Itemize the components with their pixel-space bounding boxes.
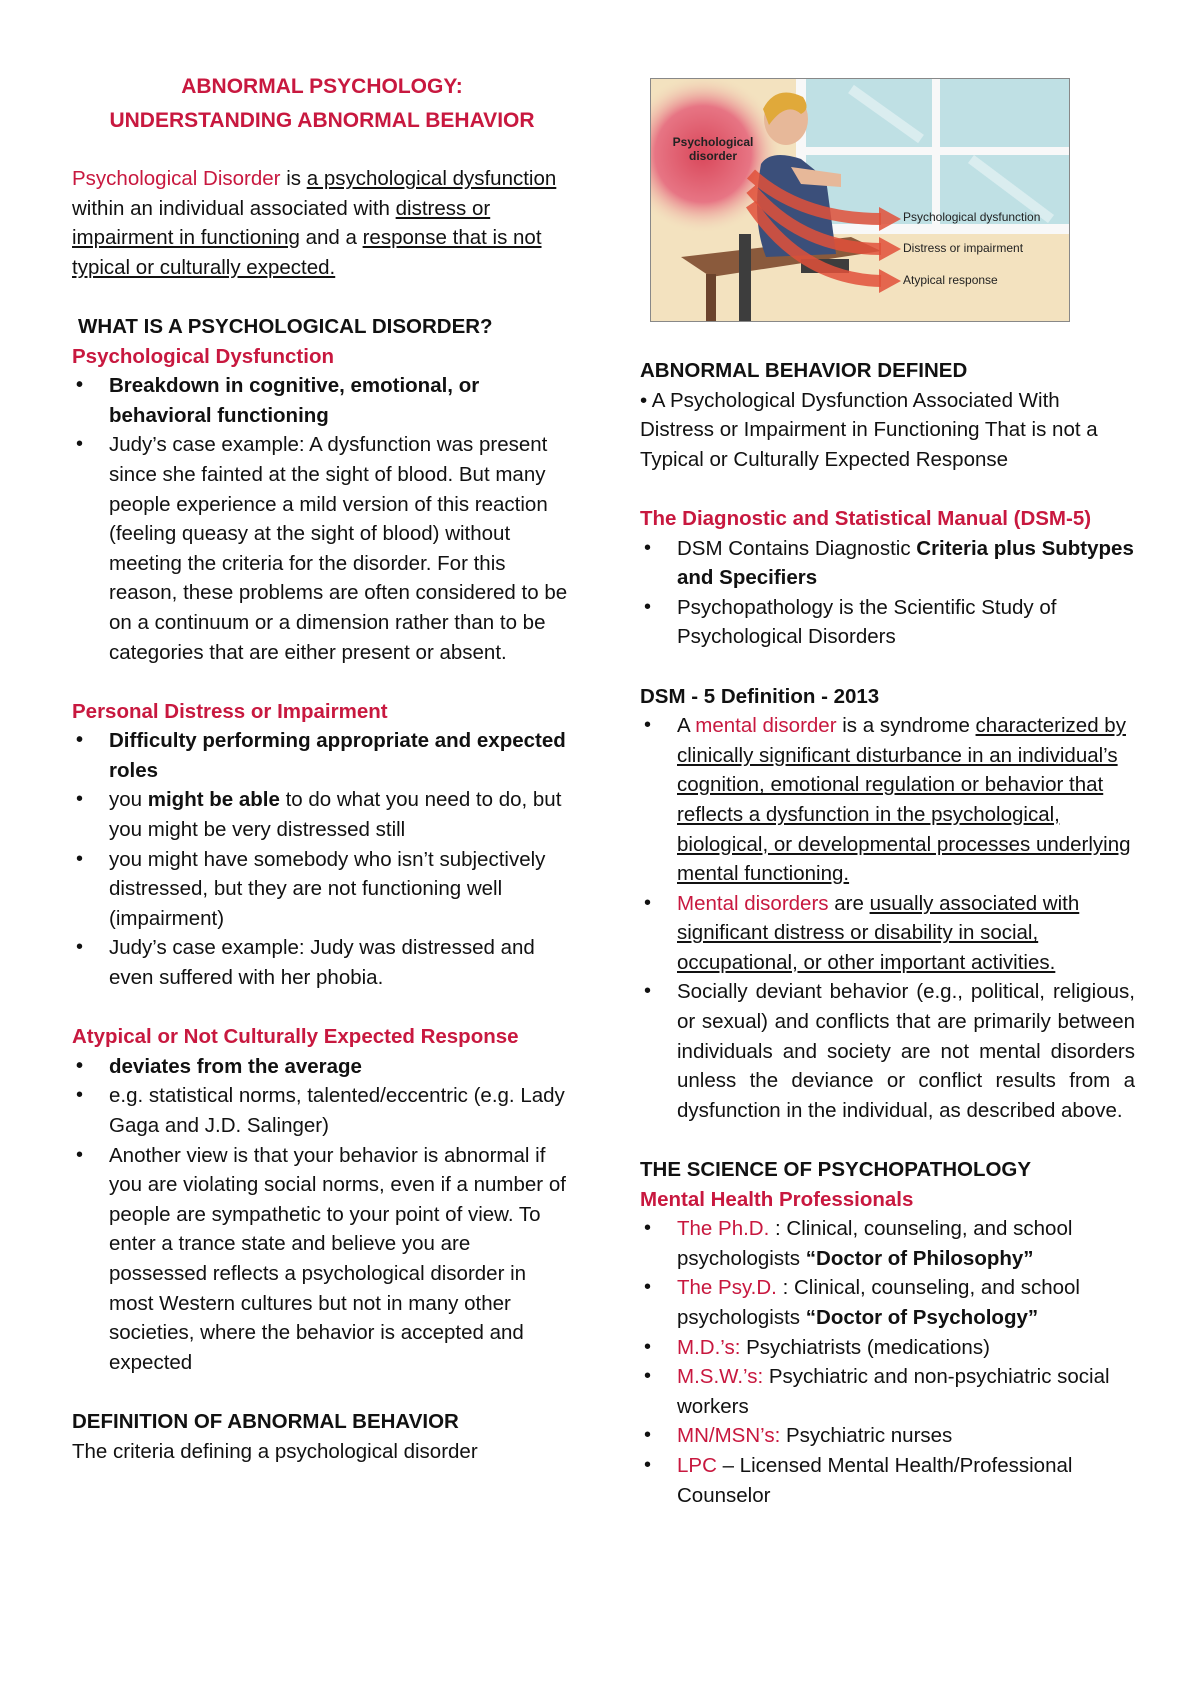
list-item: • you might have somebody who isn’t subjectively distressed, but they are not functioning well (impairment) [72, 845, 572, 934]
dsm-list [640, 534, 1135, 652]
professionals-list [640, 1214, 1135, 1510]
title-line-2: UNDERSTANDING ABNORMAL BEHAVIOR [109, 109, 535, 132]
arrow-label-distress: Distress or impairment [903, 241, 1024, 255]
distress-list [72, 726, 572, 992]
abnormal-defined-heading: ABNORMAL BEHAVIOR DEFINED [640, 359, 968, 382]
title-line-1: ABNORMAL PSYCHOLOGY: [181, 75, 463, 98]
list-item: • Difficulty performing appropriate and expected roles [72, 726, 572, 785]
arrow-label-atypical: Atypical response [903, 273, 998, 287]
list-item: • Mental disorders are usually associated with significant distress or disability in social, occupational, or other important activities. [640, 889, 1135, 978]
bubble-label: Psychological disorder [672, 135, 754, 163]
dsm5-heading: DSM - 5 Definition - 2013 [640, 684, 880, 708]
dsm-heading: The Diagnostic and Statistical Manual (DSM-5) [640, 506, 1092, 530]
list-item: • M.S.W.’s: Psychiatric and non-psychiatric social workers [640, 1362, 1135, 1421]
definition-heading: DEFINITION OF ABNORMAL BEHAVIOR [72, 1409, 459, 1433]
intro-paragraph: Psychological Disorder is a psychological dysfunction within an individual associated with distress or impairment in functioning and a response that is not typical or culturally expected. [72, 167, 557, 279]
distress-heading: Personal Distress or Impairment [72, 699, 388, 723]
left-column [72, 0, 572, 1466]
list-item: • e.g. statistical norms, talented/eccentric (e.g. Lady Gaga and J.D. Salinger) [72, 1081, 572, 1140]
dsm5-list [640, 711, 1135, 1125]
list-item: • LPC – Licensed Mental Health/Professional Counselor [640, 1451, 1135, 1510]
list-item: • The Psy.D. : Clinical, counseling, and school psychologists “Doctor of Psychology” [640, 1273, 1135, 1332]
dysfunction-heading: Psychological Dysfunction [72, 344, 334, 368]
what-heading: WHAT IS A PSYCHOLOGICAL DISORDER? [78, 314, 493, 338]
definition-text: The criteria defining a psychological disorder [72, 1439, 478, 1463]
science-heading: THE SCIENCE OF PSYCHOPATHOLOGY [640, 1158, 1032, 1182]
arrow-label-dysfunction: Psychological dysfunction [903, 210, 1041, 224]
list-item: • Socially deviant behavior (e.g., political, religious, or sexual) and conflicts that are primarily between individuals and society are not mental disorders unless the deviance or conflict results from a dysfunction in the individual, as described above. [640, 977, 1135, 1125]
list-item: • Breakdown in cognitive, emotional, or behavioral functioning [72, 371, 572, 430]
page-title [72, 70, 572, 138]
list-item: • you might be able to do what you need to do, but you might be very distressed still [72, 785, 572, 844]
intro-term: Psychological Disorder [72, 167, 281, 190]
right-column [640, 0, 1135, 1510]
list-item: • Another view is that your behavior is abnormal if you are violating social norms, even if a number of people are sympathetic to your point of view. To enter a trance state and believe you are possessed reflects a psychological disorder in most Western cultures but not in many other societies, where the behavior is accepted and expected [72, 1141, 572, 1378]
dysfunction-list [72, 371, 572, 667]
list-item: • Judy’s case example: A dysfunction was present since she fainted at the sight of blood. But many people experience a mild version of this reaction (feeling queasy at the sight of blood) without meeting the criteria for the disorder. For this reason, these problems are often considered to be on a continuum or a dimension rather than to be categories that are either present or absent. [72, 430, 572, 667]
list-item: • Judy’s case example: Judy was distressed and even suffered with her phobia. [72, 933, 572, 992]
list-item: • A mental disorder is a syndrome characterized by clinically significant disturbance in an individual’s cognition, emotional regulation or behavior that reflects a dysfunction in the psychological, biological, or developmental processes underlying mental functioning. [640, 711, 1135, 889]
list-item: • DSM Contains Diagnostic Criteria plus Subtypes and Specifiers [640, 534, 1135, 593]
abnormal-defined-text: • A Psychological Dysfunction Associated With Distress or Impairment in Functioning That is not a Typical or Culturally Expected Response [640, 388, 1098, 471]
atypical-list [72, 1052, 572, 1378]
list-item: • M.D.’s: Psychiatrists (medications) [640, 1333, 1135, 1363]
list-item: • Psychopathology is the Scientific Study of Psychological Disorders [640, 593, 1135, 652]
professionals-heading: Mental Health Professionals [640, 1187, 914, 1211]
list-item: • deviates from the average [72, 1052, 572, 1082]
atypical-heading: Atypical or Not Culturally Expected Response [72, 1025, 519, 1049]
list-item: • MN/MSN’s: Psychiatric nurses [640, 1421, 1135, 1451]
list-item: • The Ph.D. : Clinical, counseling, and school psychologists “Doctor of Philosophy” [640, 1214, 1135, 1273]
